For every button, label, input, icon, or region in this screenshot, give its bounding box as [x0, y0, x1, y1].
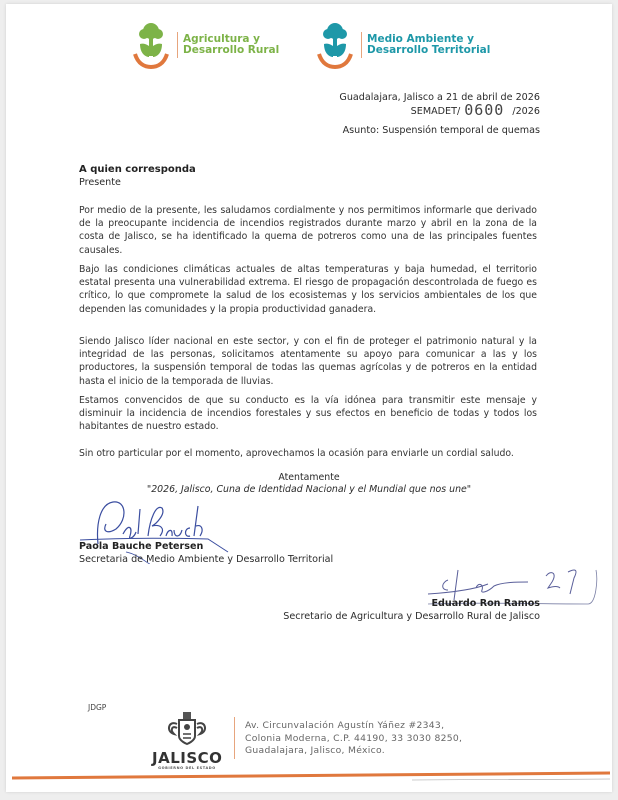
agriculture-logo: [128, 20, 279, 70]
body-paragraph: Sin otro particular por el momento, aprovechamos la ocasión para enviarle un cordial saludo.: [79, 448, 514, 459]
body-paragraph: Siendo Jalisco líder nacional en este sector, y con el fin de proteger el patrimonio natural y la integridad de las personas, solicitamos atentamente su apoyo para comunicar a las y los productores, la suspensión temporal de todas las quemas agrícolas y de potreros en la entidad hasta el inicio de la temporada de lluvias.: [79, 336, 537, 387]
logo-divider: [361, 32, 362, 58]
jalisco-logo-name: JALISCO: [152, 749, 223, 767]
presente: Presente: [79, 177, 121, 188]
agriculture-logo-line1: Agricultura y: [183, 33, 260, 45]
body-paragraph: Bajo las condiciones climáticas actuales de altas temperaturas y baja humedad, el territorio estatal presenta una vulnerabilidad extrema. El riesgo de propagación descontrolada de fuego es crítico, lo que compromete la salud de los ecosistemas y los servicios ambientales de los que dependen las comunidades y la propia productividad ganadera.: [79, 264, 537, 315]
signatory-title: Secretaria de Medio Ambiente y Desarrollo Territorial: [79, 554, 334, 565]
body-paragraph: Por medio de la presente, les saludamos cordialmente y nos permitimos informarle que derivado de la preocupante incidencia de incendios registrados durante marzo y abril en la zona de la costa de Jalisco, se ha identificado la quema de potreros como una de las principales fuentes causales.: [79, 205, 537, 256]
ref-prefix: SEMADET/: [410, 106, 461, 117]
signatory-1: [79, 540, 333, 566]
jalisco-logo-subtitle: GOBIERNO DEL ESTADO: [158, 766, 216, 770]
body-paragraph: Estamos convencidos de que su conducto es la vía idónea para transmitir este mensaje y disminuir la incidencia de incendios forestales y sus efectos en beneficio de todas y todos los habitantes de nuestro estado.: [79, 395, 537, 433]
closing: Atentamente: [278, 472, 340, 483]
footer-divider: [234, 717, 235, 759]
jalisco-coat-of-arms-icon: [162, 710, 212, 746]
address-line: Guadalajara, Jalisco, México.: [245, 745, 385, 756]
place-date: Guadalajara, Jalisco a 21 de abril de 2026: [339, 92, 540, 103]
semadet-logo-text: [367, 34, 490, 56]
address-line: Av. Circunvalación Agustín Yáñez #2343,: [245, 720, 445, 731]
ref-folio: 0600: [464, 101, 505, 119]
tree-emblem-icon: [128, 20, 174, 70]
address-line: Colonia Moderna, C.P. 44190, 33 3030 8250,: [245, 732, 463, 744]
subject-line: Asunto: Suspensión temporal de quemas: [342, 125, 540, 136]
motto: "2026, Jalisco, Cuna de Identidad Nacional y el Mundial que nos une": [146, 484, 472, 495]
signatory-2: [283, 597, 540, 623]
tree-emblem-icon: [312, 20, 358, 70]
reference-number: [411, 103, 540, 118]
signatory-name: Paola Bauche Petersen: [79, 541, 204, 552]
jalisco-logo: [152, 710, 222, 770]
agriculture-logo-text: [183, 34, 279, 56]
semadet-logo-line1: Medio Ambiente y: [367, 33, 474, 45]
greeting: A quien corresponda: [79, 164, 196, 175]
logo-divider: [177, 32, 178, 58]
footer-accent-bar: [12, 771, 612, 781]
semadet-logo-line2: Desarrollo Territorial: [367, 44, 491, 56]
signatory-title: Secretario de Agricultura y Desarrollo Rural de Jalisco: [283, 611, 540, 622]
signatory-name: Eduardo Ron Ramos: [431, 598, 540, 609]
agriculture-logo-line2: Desarrollo Rural: [183, 44, 280, 56]
initials: JDGP: [88, 703, 107, 712]
semadet-logo: [312, 20, 490, 70]
footer-address: [245, 720, 462, 758]
ref-suffix: /2026: [512, 106, 540, 117]
